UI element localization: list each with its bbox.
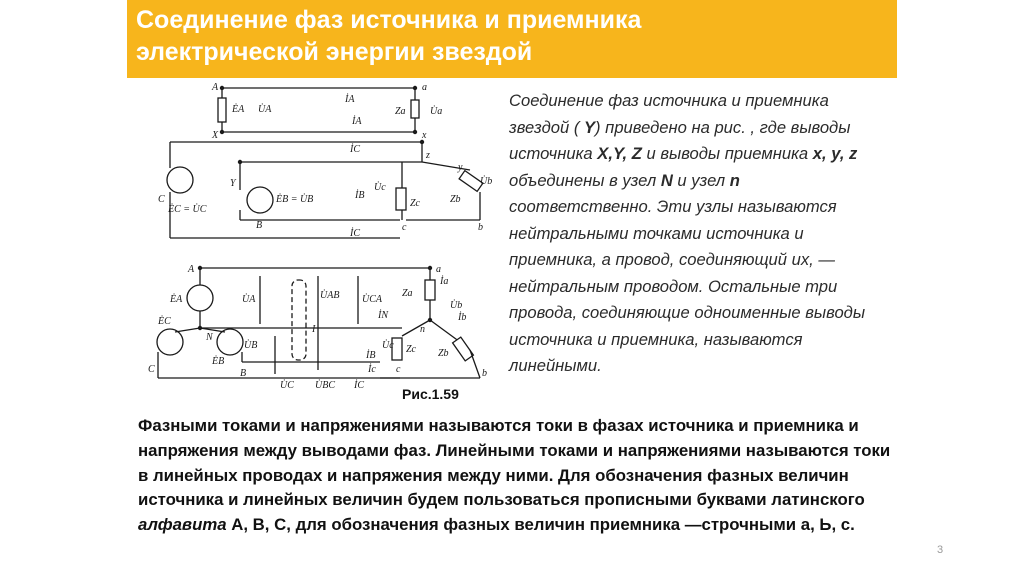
body-text-1: Фазными токами и напряжениями называются токи в фазах источника и приемника и напряжения между выводами фаз. Линейными токами и напряжениями называются токи в линейных проводах и напряжения между ними. Для обозначения фазных величин источника и линейных величин будем пользоваться прописными буквами латинского [138, 416, 891, 510]
label-n: n [420, 324, 425, 335]
label-EA-UA: ĖA [232, 104, 245, 115]
label-X: X [212, 130, 219, 141]
label-c: c [402, 222, 407, 233]
circuit-diagram [140, 80, 500, 392]
label-A2: A [188, 264, 195, 275]
label-IB2: İB [366, 350, 376, 361]
label-Ia2: İa [440, 276, 449, 287]
body-text-alphabet: алфавита [138, 515, 227, 535]
side-text-XYZ: X,Y, Z [597, 144, 642, 163]
label-c2: c [396, 364, 401, 375]
side-text-Y: Y [583, 117, 596, 137]
label-B2: B [240, 368, 247, 379]
side-text-4: объединены в узел [509, 170, 661, 190]
label-IB: İB [355, 190, 365, 201]
label-UA2: U̇A [242, 294, 256, 305]
label-A: A [212, 82, 219, 93]
label-Uc: U̇c [374, 182, 386, 193]
label-IN: İN [378, 310, 388, 321]
side-text-xyz: x, y, z [812, 144, 858, 163]
label-a2: a [436, 264, 441, 275]
side-text-5: и узел [672, 170, 730, 190]
label-EB2: ĖB [212, 356, 225, 367]
side-text-1: Соединение фаз источника и приемника звездой ( [509, 91, 829, 137]
side-text-2: ) приведено на рис. , где выводы источника [509, 117, 851, 163]
label-N: N [206, 332, 213, 343]
label-UBC: U̇BC [315, 380, 335, 391]
label-EB-UB: ĖB = U̇B [276, 194, 314, 205]
label-I: I [312, 324, 316, 335]
label-IC2: İC [350, 228, 360, 239]
side-text-N: N [660, 170, 673, 190]
label-Zc: Zc [410, 198, 420, 209]
label-Uc2: U̇c [382, 340, 394, 351]
label-B: B [256, 220, 263, 231]
label-b2: b [482, 368, 487, 379]
label-IA: İA [345, 94, 355, 105]
slide-title [136, 4, 886, 68]
side-text-n: n [729, 170, 740, 190]
side-text-3: и выводы приемника [641, 144, 813, 163]
label-Ic: İc [368, 364, 376, 375]
label-b: b [478, 222, 483, 233]
body-paragraph [138, 414, 898, 538]
label-Zb2: Zb [438, 348, 449, 359]
label-Zc2: Zc [406, 344, 416, 355]
title-line-1: Соединение фаз источника и приемника [136, 6, 642, 34]
label-Ub2: U̇b [450, 300, 463, 311]
label-C2: C [148, 364, 155, 375]
label-x: x [422, 130, 427, 141]
label-UC3: U̇C [280, 380, 294, 391]
figure-caption: Рис.1.59 [402, 386, 459, 402]
label-IC: İC [350, 144, 360, 155]
label-EA2: ĖA [170, 294, 183, 305]
label-Ua: U̇a [430, 106, 443, 117]
body-text-2: А, В, С, для обозначения фазных величин приемника —строчными а, Ь, с. [226, 515, 855, 535]
label-UB2: U̇B [244, 340, 258, 351]
label-UA: U̇A [258, 104, 272, 115]
label-IC3: İC [354, 380, 364, 391]
label-y: y [458, 162, 463, 173]
label-UAB: U̇AB [320, 290, 340, 301]
label-IA2: İA [352, 116, 362, 127]
label-C: C [158, 194, 165, 205]
label-Ib: İb [458, 312, 467, 323]
slide-number: 3 [937, 544, 944, 556]
label-z: z [426, 150, 430, 161]
label-Ub: U̇b [480, 176, 493, 187]
title-line-2: электрической энергии звездой [136, 38, 533, 66]
label-Za: Za [395, 106, 406, 117]
label-EC-UC: ĖC = U̇C [168, 204, 207, 215]
label-Y: Y [230, 178, 236, 189]
label-Zb: Zb [450, 194, 461, 205]
label-Za2: Za [402, 288, 413, 299]
label-UCA: U̇CA [362, 294, 382, 305]
label-a: a [422, 82, 427, 93]
label-EC2: ĖC [158, 316, 171, 327]
side-text-6: соответственно. Эти узлы называются нейтральными точками источника и приемника, а провод, соединяющий их, — нейтральным проводом. Остальные три провода, соединяющие одноименные выводы источника и приемника, называются линейными. [509, 197, 866, 375]
side-paragraph [509, 88, 879, 380]
